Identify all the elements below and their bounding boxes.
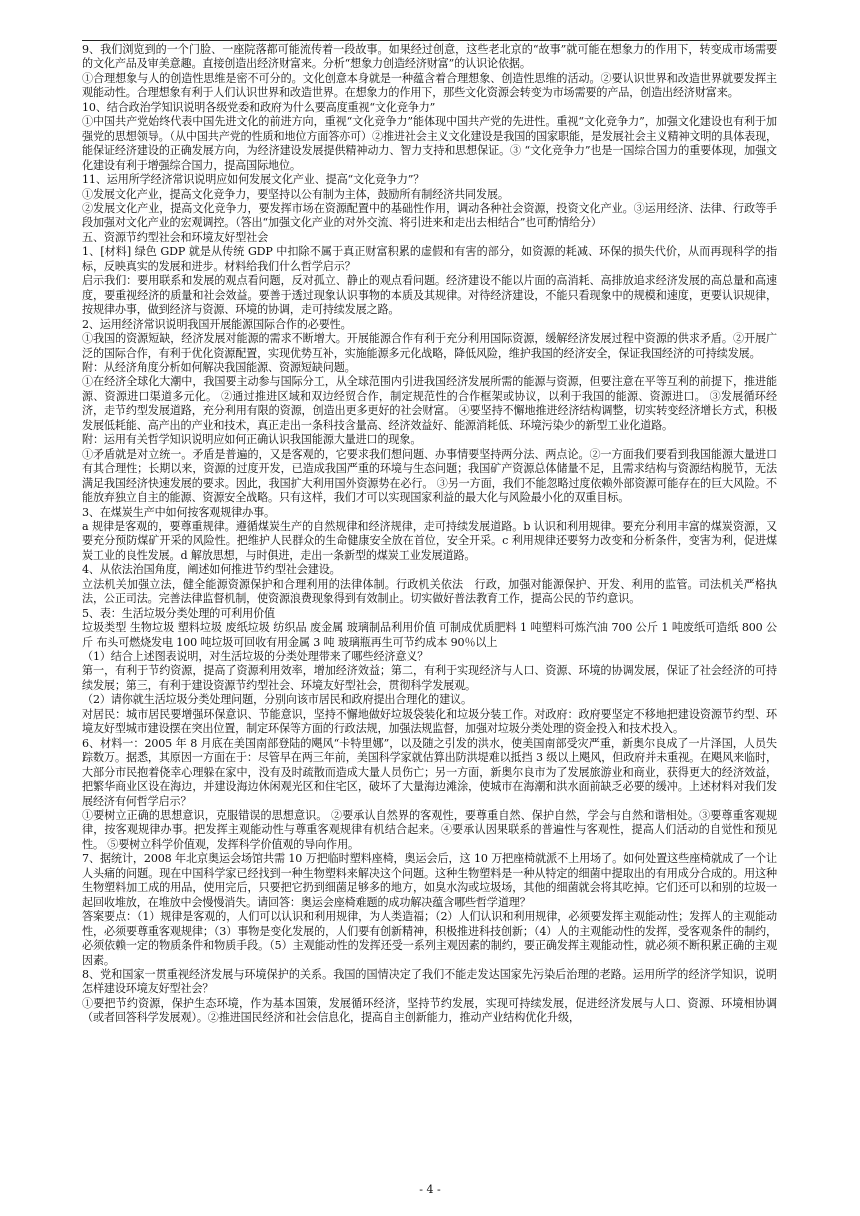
paragraph: （2）请你就生活垃圾分类处理问题，分别向该市居民和政府提出合理化的建议。: [82, 693, 472, 707]
paragraph: 9、我们浏览到的一个门脸、一座院落都可能流传着一段故事。如果经过创意，这些老北京的“故事”就可能在想象力的作用下，转变成市场需要的文化产品及审美意趣。直接创造出经济财富来。分析“想象力创造经济财富”的认识论依据。: [82, 43, 777, 71]
paragraph: 答案要点：（1）规律是客观的，人们可以认识和利用规律，为人类造福；（2）人们认识和利用规律，必须要发挥主观能动性；发挥人的主观能动性，必须要尊重客观规律；（3）事物是变化发展的，人们要有创新精神，积极推进科技创新；（4）人的主观能动性的发挥，受客观条件的制约，必须依赖一定的物质条件和物质手段。（5）主观能动性的发挥还受一系列主观因素的制约，要正确发挥主观能动性，就必须不断积累正确的主观因素。: [82, 910, 777, 967]
paragraph: ②发展文化产业，提高文化竞争力，要发挥市场在资源配置中的基础性作用，调动各种社会资源，投资文化产业。③运用经济、法律、行政等手段加强对文化产业的宏观调控。（答出“加强文化产业的对外交流、将引进来和走出去相结合”也可酌情给分）: [82, 201, 777, 230]
paragraph: 五、资源节约型社会和环境友好型社会: [82, 230, 269, 244]
paragraph: 附：从经济角度分析如何解决我国能源、资源短缺问题。: [82, 360, 356, 374]
header-rule: [82, 40, 777, 41]
paragraph: ①要树立正确的思想意识，克服错误的思想意识。 ②要承认自然界的客观性，要尊重自然、保护自然，学会与自然和谐相处。③要尊重客观规律，按客观规律办事。把发挥主观能动性与尊重客观规律有机结合起来。④要承认因果联系的普遍性与客观性，提高人们活动的自觉性和预见性。 ⑤要树立科学价值观，发挥科学价值观的导向作用。: [82, 809, 777, 851]
paragraph: ①发展文化产业，提高文化竞争力，要坚持以公有制为主体，鼓励所有制经济共同发展。: [82, 187, 509, 201]
paragraph: ①在经济全球化大潮中，我国要主动参与国际分工，从全球范围内引进我国经济发展所需的能源与资源，但要注意在平等互利的前提下，推进能源、资源进口渠道多元化。 ②通过推进区域和双边经贸合作，制定规范性的合作框架或协议，以利于我国的能源、资源进口。 ③发展循环经济，走节约型发展道路，充分利用有限的资源，创造出更多更好的社会财富。 ④要坚持不懈地推进经济结构调整，切实转变经济增长方式，积极发展低耗能、高产出的产业和技术，真正走出一条科技含量高、经济效益好、能源消耗低、环境污染少的新型工业化道路。: [82, 375, 777, 432]
paragraph: ①中国共产党始终代表中国先进文化的前进方向，重视“文化竞争力”能体现中国共产党的先进性。重视“文化竞争力”，加强文化建设也有利于加强党的思想领导。（从中国共产党的性质和地位方面答亦可）②推进社会主义文化建设是我国的国家职能，是发展社会主义精神文明的具体表现，能保证经济建设的正确发展方向，为经济建设发展提供精神动力、智力支持和思想保证。③ “文化竞争力”也是一国综合国力的重要体现，加强文化建设有利于增强综合国力，提高国际地位。: [82, 115, 777, 172]
paragraph: 7、据统计，2008 年北京奥运会场馆共需 10 万把临时塑料座椅，奥运会后，这 10 万把座椅就派不上用场了。如何处置这些座椅就成了一个让人头痛的问题。现在中国科学家已经找到一种生物塑料来解决这个问题。这种生物塑料是一种从特定的细菌中提取出的有用成分合成的。用这种生物塑料加工成的用品，使用完后，只要把它扔到细菌足够多的地方，如臭水沟或垃圾场，其他的细菌就会将其吃掉。它们还可以和别的垃圾一起回收堆放，在堆放中会慢慢消失。请回答：奥运会座椅难题的成功解决蕴含哪些哲学道理？: [82, 852, 777, 909]
paragraph: 11、运用所学经济常识说明应如何发展文化产业、提高“文化竞争力”？: [82, 173, 425, 187]
page-number: - 4 -: [419, 1183, 441, 1196]
paragraph: 启示我们：要用联系和发展的观点看问题，反对孤立、静止的观点看问题。经济建设不能以片面的高消耗、高排放追求经济发展的高总量和高速度，要重视经济的质量和社会效益。要善于透过现象认识事物的本质及其规律。对待经济建设，不能只看现象中的规模和速度，更要认识规律，按规律办事，做到经济与资源、环境的协调，走可持续发展之路。: [82, 274, 777, 317]
paragraph: 附：运用有关哲学知识说明应如何正确认识我国能源大量进口的现象。: [82, 433, 422, 447]
paragraph: a 规律是客观的，要尊重规律。遵循煤炭生产的自然规律和经济规律，走可持续发展道路。b 认识和利用规律。要充分利用丰富的煤炭资源，又要充分预防煤矿开采的风险性。把维护人民群众的生命健康安全放在首位，安全开采。c 利用规律还要努力改变和分析条件，变害为利，促进煤炭工业的良性发展。d 解放思想，与时俱进，走出一条新型的煤炭工业发展道路。: [82, 519, 777, 562]
paragraph: 3、在煤炭生产中如何按客观规律办事。: [82, 505, 275, 519]
paragraph: （1）结合上述图表说明，对生活垃圾的分类处理带来了哪些经济意义？: [82, 650, 429, 664]
paragraph: 第一，有利于节约资源，提高了资源利用效率，增加经济效益；第二，有利于实现经济与人口、资源、环境的协调发展，保证了社会经济的可持续发展；第三，有利于建设资源节约型社会、环境友好型社会，贯彻科学发展观。: [82, 664, 777, 692]
paragraph: 1、[材料] 绿色 GDP 就是从传统 GDP 中扣除不属于真正财富积累的虚假和有害的部分，如资源的耗减、环保的损失代价，从而再现科学的指标，反映真实的发展和进步。材料给我们什么哲学启示？: [82, 245, 777, 273]
paragraph: ①合理想象与人的创造性思维是密不可分的。文化创意本身就是一种蕴含着合理想象、创造性思维的活动。②要认识世界和改造世界就要发挥主观能动性。合理想象有利于人们认识世界和改造世界。在想象力的作用下，那些文化资源会转变为市场需要的产品，创造出经济财富来。: [82, 71, 777, 100]
paragraph: 5、表：生活垃圾分类处理的可利用价值: [82, 606, 275, 620]
paragraph: ①我国的资源短缺，经济发展对能源的需求不断增大。开展能源合作有利于充分利用国际资源，缓解经济发展过程中资源的供求矛盾。②开展广泛的国际合作，有利于优化资源配置，实现优势互补，实施能源多元化战略，降低风险，维护我国的经济安全，保证我国经济的可持续发展。: [82, 332, 777, 360]
document-body: [82, 43, 777, 1026]
paragraph: ①矛盾就是对立统一。矛盾是普遍的，又是客观的，它要求我们想问题、办事情要坚持两分法、两点论。②一方面我们要看到我国能源大量进口有其合理性；长期以来，资源的过度开发，已造成我国严重的环境与生态问题；我国矿产资源总体储量不足，且需求结构与资源结构脱节，无法满足我国经济快速发展的要求。因此，我国扩大利用国外资源势在必行。 ③另一方面，我们不能忽略过度依赖外部资源可能存在的巨大风险。不能放弃独立自主的能源、资源安全战略。只有这样，我们才可以实现国家利益的最大化与风险最小化的双重目标。: [82, 447, 777, 505]
paragraph: 垃圾类型 生物垃圾 塑料垃圾 废纸垃圾 纺织品 废金属 玻璃制品利用价值 可制成优质肥料 1 吨塑料可炼汽油 700 公斤 1 吨废纸可造纸 800 公斤 布头可燃烧发电 100 吨垃圾可回收有用金属 3 吨 玻璃瓶再生可节约成本 90％以上: [82, 621, 777, 649]
paragraph: 8、党和国家一贯重视经济发展与环境保护的关系。我国的国情决定了我们不能走发达国家先污染后治理的老路。运用所学的经济学知识，说明怎样建设环境友好型社会？: [82, 968, 777, 996]
paragraph: 对居民：城市居民要增强环保意识、节能意识，坚持不懈地做好垃圾袋装化和垃圾分装工作。对政府：政府要坚定不移地把建设资源节约型、环境友好型城市建设摆在突出位置，制定环保等方面的行政法规，加强法规监督，加强对垃圾分类处理的资金投入和技术投入。: [82, 707, 777, 736]
paragraph: 2、运用经济常识说明我国开展能源国际合作的必要性。: [82, 317, 352, 331]
paragraph: 立法机关加强立法，健全能源资源保护和合理利用的法律体制。行政机关依法 行政，加强对能源保护、开发、利用的监管。司法机关严格执法，公正司法。完善法律监督机制，使资源浪费现象得到有效制止。切实做好普法教育工作，提高公民的节约意识。: [82, 577, 777, 606]
paragraph: 10、结合政治学知识说明各级党委和政府为什么要高度重视“文化竞争力”: [82, 100, 436, 114]
paragraph: 4、从依法治国角度，阐述如何推进节约型社会建设。: [82, 563, 341, 577]
paragraph: 6、材料一：2005 年 8 月底在美国南部登陆的飓风“卡特里娜”，以及随之引发的洪水，使美国南部受灾严重，新奥尔良成了一片泽国，人员失踪数万。据悉，其原因一方面在于：尽管早在两三年前，美国科学家就估算出防洪堤难以抵挡 3 级以上飓风，但政府并未重视。在飓风来临时，大部分市民抱着侥幸心理躲在家中，没有及时疏散而造成大量人员伤亡；另一方面，新奥尔良市为了发展旅游业和商业，获得更大的经济效益，把繁华商业区设在海边，并建设海边休闲观光区和住宅区，破坏了大量海边滩涂，使城市在海潮和洪水面前缺乏必要的缓冲。上述材料对我们发展经济有何哲学启示？: [82, 736, 777, 808]
paragraph: ①要把节约资源，保护生态环境，作为基本国策，发展循环经济，坚持节约发展，实现可持续发展，促进经济发展与人口、资源、环境相协调（或者回答科学发展观）。②推进国民经济和社会信息化，提高自主创新能力，推动产业结构优化升级，: [82, 996, 777, 1025]
